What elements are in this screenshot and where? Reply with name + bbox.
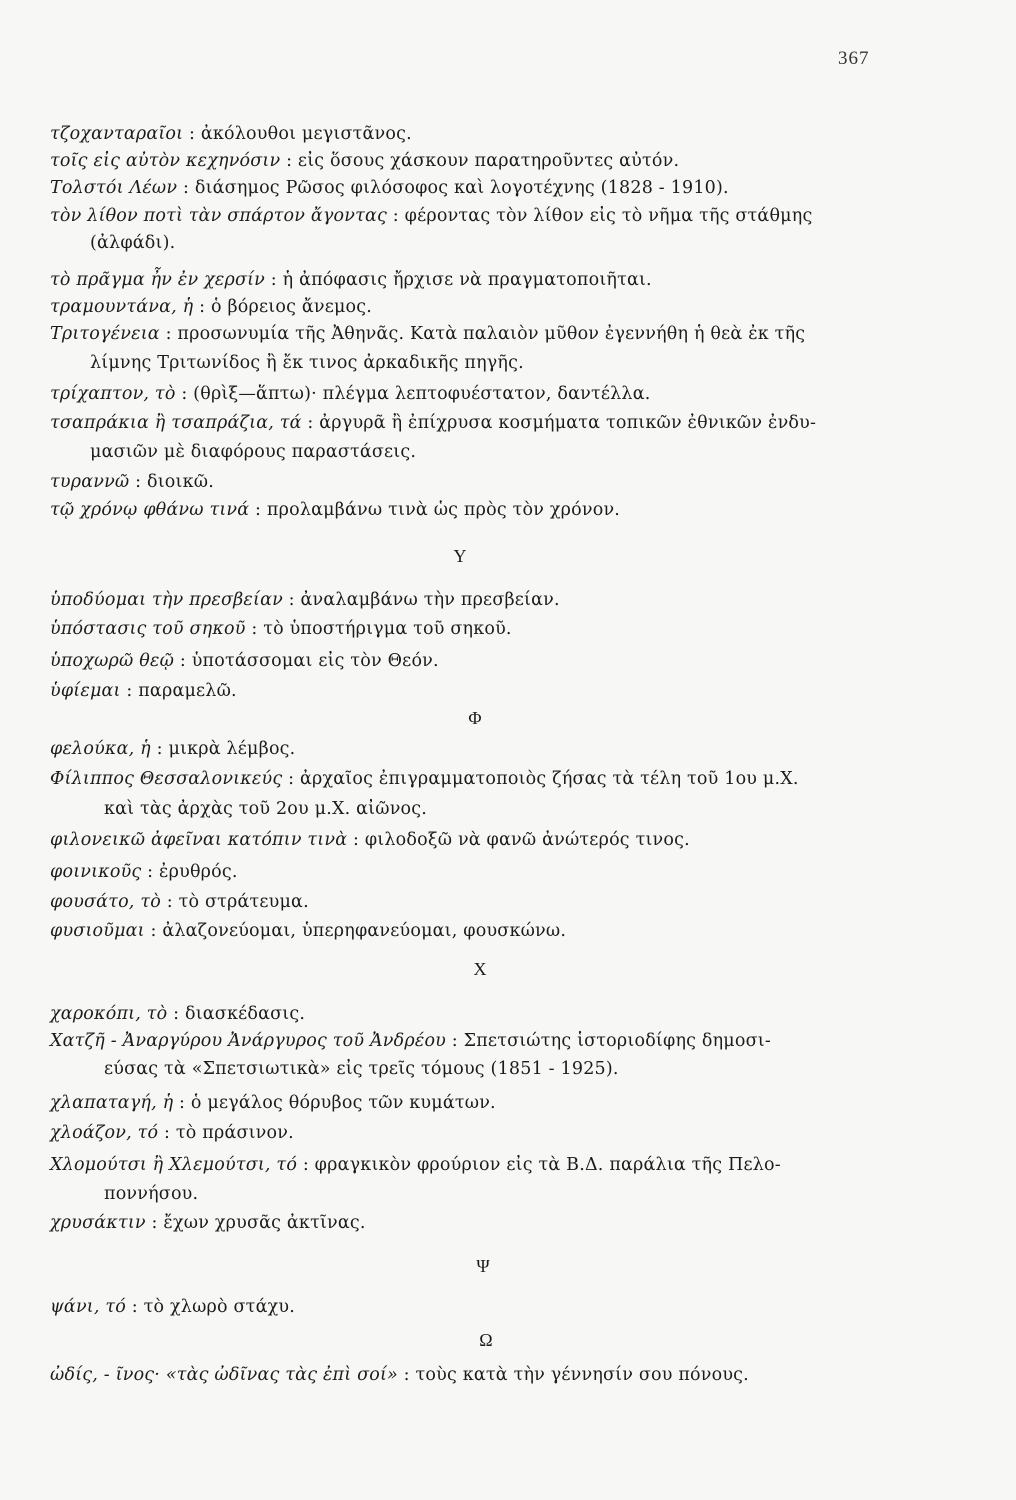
entry-definition: : φραγκικὸν φρούριον εἰς τὰ Β.Δ. παράλια τῆς Πελο- — [297, 1155, 781, 1175]
glossary-entry — [50, 471, 214, 493]
entry-definition: : ἀκόλουθοι μεγιστᾶνος. — [183, 124, 412, 144]
entry-continuation: μασιῶν μὲ διαφόρους παραστάσεις. — [90, 442, 417, 462]
glossary-entry — [50, 1212, 366, 1234]
entry-term: ὑποδύομαι τὴν πρεσβείαν — [50, 590, 283, 610]
glossary-entry — [50, 680, 237, 702]
entry-definition: : διασκέδασις. — [167, 1004, 306, 1024]
glossary-entry — [50, 829, 690, 851]
entry-term: χλοάζον, τό — [50, 1123, 159, 1143]
glossary-entry — [50, 323, 805, 345]
section-letter-chi: Χ — [473, 959, 487, 979]
glossary-entry — [50, 123, 412, 145]
section-letter-psi: Ψ — [476, 1256, 490, 1276]
entry-term: τσαπράκια ἢ τσαπράζια, τά — [50, 413, 302, 433]
glossary-entry — [50, 920, 566, 942]
entry-continuation: (ἀλφάδι). — [90, 233, 176, 253]
page-number: 367 — [838, 48, 870, 69]
entry-definition: : ἡ ἀπόφασις ἤρχισε νὰ πραγματοποιῆται. — [265, 270, 652, 290]
glossary-entry — [50, 861, 238, 883]
entry-term: τὸν λίθον ποτὶ τὰν σπάρτον ἄγοντας — [50, 206, 388, 226]
glossary-entry — [50, 589, 560, 611]
entry-term: τρίχαπτον, τὸ — [50, 384, 176, 404]
entry-definition: : τὸ ὑποστήριγμα τοῦ σηκοῦ. — [245, 619, 512, 639]
entry-term: φελούκα, ἡ — [50, 739, 151, 759]
entry-term: φυσιοῦμαι — [50, 921, 145, 941]
entry-definition: : προλαμβάνω τινὰ ὡς πρὸς τὸν χρόνον. — [249, 500, 621, 520]
entry-term: Φίλιππος Θεσσαλονικεύς — [50, 769, 283, 789]
entry-definition: : ἀρχαῖος ἐπιγραμματοποιὸς ζήσας τὰ τέλη τοῦ 1ου μ.Χ. — [282, 769, 799, 789]
entry-definition: : ἀλαζονεύομαι, ὑπερηφανεύομαι, φουσκώνω. — [144, 921, 567, 941]
glossary-entry — [50, 1122, 294, 1144]
entry-term: χαροκόπι, τὸ — [50, 1004, 168, 1024]
glossary-entry — [50, 1003, 305, 1025]
entry-term: τυραννῶ — [50, 472, 130, 492]
entry-definition: : τὸ στράτευμα. — [160, 892, 309, 912]
entry-definition: : ὁ μεγάλος θόρυβος τῶν κυμάτων. — [173, 1093, 496, 1113]
entry-definition: : ὁ βόρειος ἄνεμος. — [193, 297, 373, 317]
entry-term: ὑπόστασις τοῦ σηκοῦ — [50, 619, 246, 639]
entry-term: φουσάτο, τὸ — [50, 892, 161, 912]
entry-term: Χλομούτσι ἢ Χλεμούτσι, τό — [50, 1155, 298, 1175]
entry-term: Τολστόι Λέων — [50, 178, 178, 198]
entry-term: φιλονεικῶ ἀφεῖναι κατόπιν τινὰ — [50, 830, 348, 850]
glossary-entry — [50, 1092, 496, 1114]
entry-definition: : διοικῶ. — [129, 472, 214, 492]
entry-term: τοῖς εἰς αὐτὸν κεχηνόσιν — [50, 151, 281, 171]
entry-definition: : μικρὰ λέμβος. — [150, 739, 296, 759]
glossary-entry — [50, 650, 439, 672]
entry-term: Τριτογένεια — [50, 324, 160, 344]
entry-definition: : (θρὶξ—ἅπτω)· πλέγμα λεπτοφυέστατον, δαντέλλα. — [175, 384, 651, 404]
glossary-entry — [50, 618, 512, 640]
glossary-entry — [50, 205, 812, 227]
entry-definition: : παραμελῶ. — [120, 681, 237, 701]
glossary-entry — [50, 269, 652, 291]
entry-continuation: καὶ τὰς ἀρχὰς τοῦ 2ου μ.Χ. αἰῶνος. — [104, 799, 428, 819]
section-letter-omega: Ω — [479, 1330, 493, 1350]
entry-term: Χατζῆ - Ἀναργύρου Ἀνάργυρος τοῦ Ἀνδρέου — [50, 1031, 447, 1051]
entry-definition: : Σπετσιώτης ἱστοριοδίφης δημοσι- — [446, 1031, 771, 1051]
entry-term: ὑφίεμαι — [50, 681, 121, 701]
entry-term: ὑποχωρῶ θεῷ — [50, 651, 175, 671]
entry-term: ὠδίς, - ῖνος· «τὰς ὠδῖνας τὰς ἐπὶ σοί» — [50, 1365, 398, 1385]
entry-definition: : φιλοδοξῶ νὰ φανῶ ἀνώτερός τινος. — [347, 830, 690, 850]
entry-term: τῷ χρόνῳ φθάνω τινά — [50, 500, 250, 520]
glossary-entry — [50, 150, 679, 172]
entry-definition: : προσωνυμία τῆς Ἀθηνᾶς. Κατὰ παλαιὸν μῦθον ἐγεννήθη ἡ θεὰ ἐκ τῆς — [159, 324, 806, 344]
entry-continuation: ποννήσου. — [104, 1184, 199, 1204]
glossary-entry — [50, 1296, 295, 1318]
entry-definition: : τοὺς κατὰ τὴν γέννησίν σου πόνους. — [397, 1365, 749, 1385]
glossary-entry — [50, 738, 295, 760]
entry-continuation: εύσας τὰ «Σπετσιωτικὰ» εἰς τρεῖς τόμους (1851 - 1925). — [104, 1059, 619, 1079]
entry-definition: : διάσημος Ρῶσος φιλόσοφος καὶ λογοτέχνης (1828 - 1910). — [177, 178, 729, 198]
entry-definition: : ὑποτάσσομαι εἰς τὸν Θεόν. — [174, 651, 439, 671]
entry-term: χλαπαταγή, ἡ — [50, 1093, 174, 1113]
entry-term: ψάνι, τό — [50, 1297, 126, 1317]
glossary-entry — [50, 768, 799, 790]
glossary-entry — [50, 177, 729, 199]
entry-term: τζοχανταραῖοι — [50, 124, 184, 144]
glossary-entry — [50, 296, 372, 318]
glossary-entry — [50, 1364, 749, 1386]
entry-term: φοινικοῦς — [50, 862, 142, 882]
entry-term: χρυσάκτιν — [50, 1213, 146, 1233]
entry-continuation: λίμνης Τριτωνίδος ἢ ἔκ τινος ἀρκαδικῆς πηγῆς. — [90, 353, 524, 373]
entry-definition: : τὸ χλωρὸ στάχυ. — [125, 1297, 295, 1317]
section-letter-phi: Φ — [468, 708, 482, 728]
entry-definition: : ἐρυθρός. — [141, 862, 238, 882]
glossary-entry — [50, 412, 816, 434]
entry-definition: : ἀργυρᾶ ἢ ἐπίχρυσα κοσμήματα τοπικῶν ἐθνικῶν ἐνδυ- — [301, 413, 817, 433]
section-letter-upsilon: Υ — [453, 546, 467, 566]
glossary-entry — [50, 1030, 771, 1052]
entry-definition: : φέροντας τὸν λίθον εἰς τὸ νῆμα τῆς στάθμης — [387, 206, 813, 226]
entry-definition: : ἀναλαμβάνω τὴν πρεσβείαν. — [282, 590, 560, 610]
glossary-entry — [50, 499, 620, 521]
entry-definition: : ἔχων χρυσᾶς ἀκτῖνας. — [145, 1213, 366, 1233]
glossary-entry — [50, 1154, 781, 1176]
entry-term: τὸ πρᾶγμα ἦν ἐν χερσίν — [50, 270, 266, 290]
glossary-entry — [50, 383, 651, 405]
glossary-entry — [50, 891, 309, 913]
entry-term: τραμουντάνα, ἡ — [50, 297, 194, 317]
entry-definition: : εἰς ὅσους χάσκουν παρατηροῦντες αὐτόν. — [280, 151, 680, 171]
entry-definition: : τὸ πράσινον. — [158, 1123, 294, 1143]
